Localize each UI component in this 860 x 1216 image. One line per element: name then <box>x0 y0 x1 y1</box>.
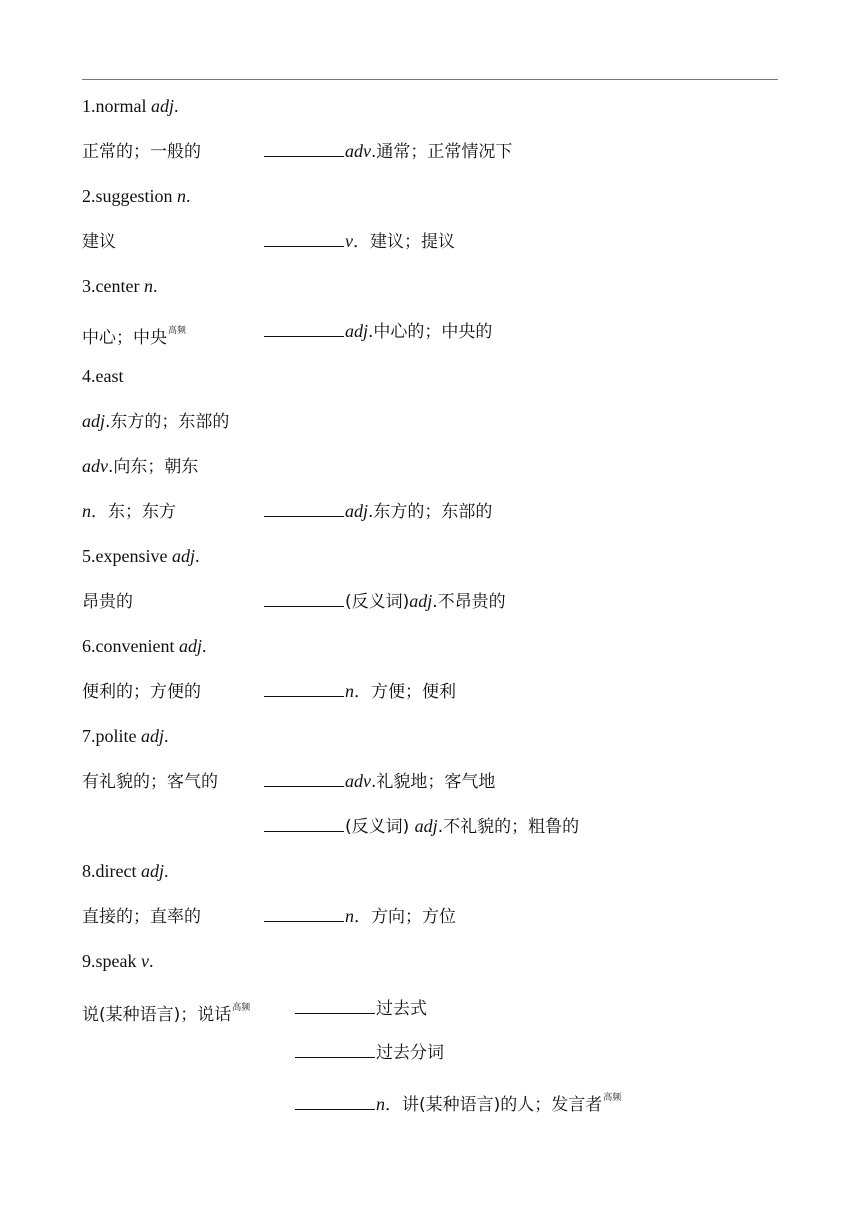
high-frequency-mark: 高频 <box>603 1093 622 1103</box>
entry-headword: 2.suggestion n. <box>82 186 191 206</box>
derivation: adv.通常；正常情况下 <box>264 138 512 165</box>
derivation: n．讲(某种语言)的人；发言者$^{高频}$ <box>295 1085 621 1118</box>
entry-headword: 4.east <box>82 366 124 386</box>
answer-blank[interactable] <box>295 1039 375 1058</box>
entry-meaning-row: 便利的；方便的 <box>82 682 201 702</box>
entry-sense: adj.东方的；东部的 <box>82 411 230 432</box>
derivation: adv.礼貌地；客气地 <box>264 768 495 795</box>
derivation: (反义词) adj.不礼貌的；粗鲁的 <box>264 813 579 840</box>
entry-headword: 5.expensive adj. <box>82 546 200 566</box>
entry-meaning-row: 昂贵的 <box>82 592 133 612</box>
entry-headword: 3.center n. <box>82 276 158 296</box>
answer-blank[interactable] <box>264 588 344 607</box>
derivation: adj.中心的；中央的 <box>264 318 492 345</box>
high-frequency-mark: 高频 <box>232 1003 251 1013</box>
header-rule <box>82 79 778 80</box>
derivation: 过去式 <box>295 995 427 1022</box>
answer-blank[interactable] <box>295 995 375 1014</box>
derivation: (反义词)adj.不昂贵的 <box>264 588 506 615</box>
answer-blank[interactable] <box>264 228 344 247</box>
entry-meaning-row: 直接的；直率的 <box>82 907 201 927</box>
entry-meaning-row: 中心；中央$^{高频}$ <box>82 326 187 348</box>
entry-headword: 9.speak v. <box>82 951 154 971</box>
answer-blank[interactable] <box>264 768 344 787</box>
entry-sense: adv.向东；朝东 <box>82 456 199 477</box>
answer-blank[interactable] <box>264 903 344 922</box>
derivation: 过去分词 <box>295 1039 444 1066</box>
answer-blank[interactable] <box>264 498 344 517</box>
derivation: n．方向；方位 <box>264 903 456 930</box>
answer-blank[interactable] <box>295 1091 375 1110</box>
high-frequency-mark: 高频 <box>168 326 187 336</box>
entry-sense: n．东；东方 <box>82 501 176 522</box>
answer-blank[interactable] <box>264 678 344 697</box>
answer-blank[interactable] <box>264 813 344 832</box>
entry-meaning-row: 建议 <box>82 232 116 252</box>
derivation: n．方便；便利 <box>264 678 456 705</box>
answer-blank[interactable] <box>264 138 344 157</box>
derivation: v．建议；提议 <box>264 228 455 255</box>
entry-meaning-row: 正常的；一般的 <box>82 142 201 162</box>
answer-blank[interactable] <box>264 318 344 337</box>
derivation: adj.东方的；东部的 <box>264 498 492 525</box>
entry-headword: 6.convenient adj. <box>82 636 207 656</box>
entry-headword: 8.direct adj. <box>82 861 169 881</box>
entry-meaning-row: 说(某种语言)；说话$^{高频}$ <box>82 1003 251 1025</box>
entry-headword: 7.polite adj. <box>82 726 169 746</box>
entry-meaning-row: 有礼貌的；客气的 <box>82 772 218 792</box>
entry-headword: 1.normal adj. <box>82 96 179 116</box>
